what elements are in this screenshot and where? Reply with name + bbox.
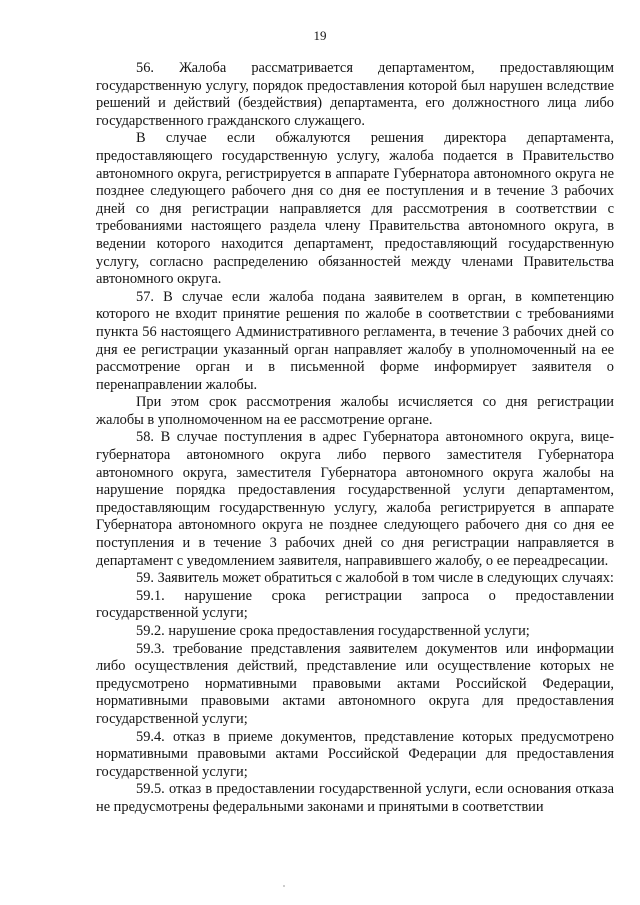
paragraph-58: 58. В случае поступления в адрес Губернатора автономного округа, вице-губернатора автономного округа либо первого заместителя Губернатора автономного округа, заместителя Губернатора автономного округа жалобы на нарушение порядка предоставления государственной услуги департаментом, предоставляющим государственную услугу, жалоба регистрируется в аппарате Губернатора автономного округа не позднее следующего рабочего дня со дня ее поступления и в течение 3 рабочих дней со дня регистрации направляется в департамент с уведомлением заявителя, направившего жалобу, о ее переадресации. [96,429,614,569]
list-item-59-1: 59.1. нарушение срока регистрации запроса о предоставлении государственной услуги; [96,587,614,622]
list-item-59-3: 59.3. требование представления заявителем документов или информации либо осуществления действий, представление или осуществление которых не предусмотрено нормативными правовыми актами Российской Федерации, нормативными правовыми актами автономного округа для предоставления государственной услуги; [96,640,614,727]
paragraph-57: 57. В случае если жалоба подана заявителем в орган, в компетенцию которого не входит принятие решения по жалобе в соответствии с требованиями пункта 56 настоящего Административного регламента, в течение 3 рабочих дней со дня ее регистрации указанный орган направляет жалобу в уполномоченный на ее рассмотрение орган и в письменной форме информирует заявителя о перенаправлении жалобы. [96,288,614,393]
list-item-59-2: 59.2. нарушение срока предоставления государственной услуги; [136,623,530,639]
paragraph-56: 56. Жалоба рассматривается департаментом, предоставляющим государственную услугу, порядок предоставления которой был нарушен вследствие решений и действий (бездействия) департамента, его должностного лица либо государственного гражданского служащего. [96,60,614,129]
paragraph-59: 59. Заявитель может обратиться с жалобой в том числе в следующих случаях: [136,570,614,587]
list-item-59-4: 59.4. отказ в приеме документов, представление которых предусмотрено нормативными правовыми актами Российской Федерации для предоставления государственной услуги; [96,728,614,780]
scan-speck [283,885,285,887]
page-number: 19 [313,28,327,43]
body-text [96,60,614,817]
paragraph-57-term: При этом срок рассмотрения жалобы исчисляется со дня регистрации жалобы в уполномоченном на ее рассмотрение органе. [96,394,614,428]
paragraph-56-appeal-director: В случае если обжалуются решения директора департамента, предоставляющего государственную услугу, жалоба подается в Правительство автономного округа, регистрируется в аппарате Губернатора автономного округа не позднее следующего рабочего дня со дня ее поступления и в течение 3 рабочих дней со дня регистрации направляется для рассмотрения в соответствии с требованиями настоящего раздела члену Правительства автономного округа, в ведении которого находится департамент, предоставляющий государственную услугу, согласно распределению обязанностей между членами Правительства автономного округа. [96,130,614,288]
list-item-59-5: 59.5. отказ в предоставлении государственной услуги, если основания отказа не предусмотрены федеральными законами и принятыми в соответствии [96,781,614,815]
